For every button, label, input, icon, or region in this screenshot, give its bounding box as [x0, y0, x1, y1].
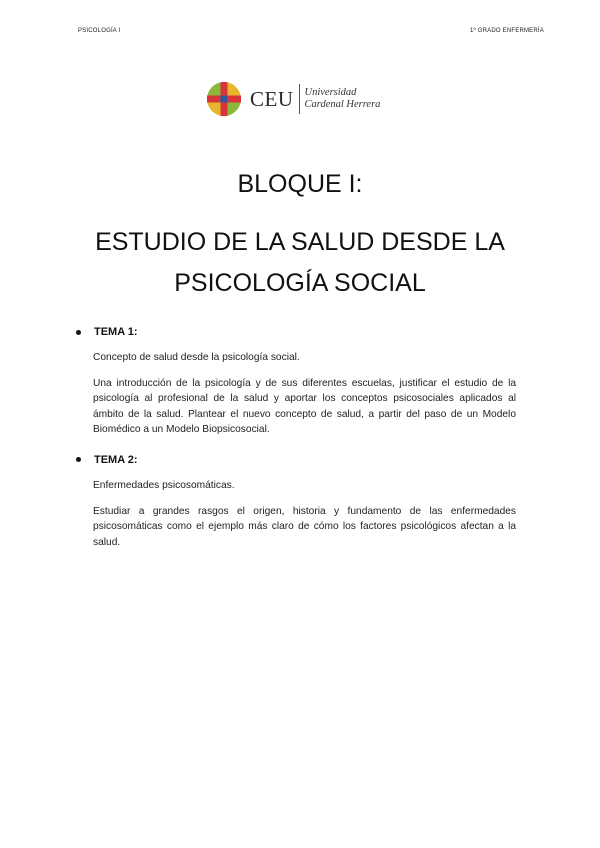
- university-logo: [207, 82, 380, 116]
- logo-divider: [299, 84, 300, 114]
- bullet-icon: [76, 457, 81, 462]
- topic-label: TEMA 1:: [94, 326, 138, 338]
- topic-label: TEMA 2:: [94, 453, 138, 466]
- ceu-emblem-icon: [207, 82, 241, 116]
- topic-subtitle: Enfermedades psicosomáticas.: [93, 480, 235, 492]
- logo-abbreviation: CEU: [250, 86, 294, 111]
- page-header: [78, 28, 544, 34]
- topic-item: [76, 324, 516, 438]
- bullet-icon: [76, 330, 81, 335]
- main-title-line-1: ESTUDIO DE LA SALUD DESDE LA: [95, 228, 505, 256]
- logo-line-1: Universidad: [304, 87, 357, 98]
- header-course: 1º GRADO ENFERMERÍA: [469, 28, 544, 34]
- header-subject: PSICOLOGÍA I: [78, 28, 121, 34]
- topic-subtitle: Concepto de salud desde la psicología social.: [93, 352, 300, 364]
- topic-heading: [76, 324, 516, 340]
- topic-heading: [76, 452, 516, 468]
- topic-item: [76, 452, 516, 550]
- logo-line-2: Cardenal Herrera: [304, 99, 381, 110]
- logo-university-name: [305, 87, 381, 111]
- topic-description: Estudiar a grandes rasgos el origen, historia y fundamento de las enfermedades psicosomáticas como el ejemplo más claro de cómo los factores psicológicos afectan a la salud.: [93, 505, 516, 548]
- main-title: [60, 222, 540, 304]
- topics-list: [76, 324, 516, 564]
- topic-description: Una introducción de la psicología y de sus diferentes escuelas, justificar el estudio de la psicología al profesional de la salud y aportar los conceptos psicosociales aplicados al ámbito de la salud. Plantear el nuevo concepto de salud, a partir del paso de un Modelo Biomédico a un Modelo Biopsicosocial.: [93, 377, 516, 436]
- main-title-line-2: PSICOLOGÍA SOCIAL: [174, 269, 426, 297]
- block-title: BLOQUE I:: [237, 170, 363, 198]
